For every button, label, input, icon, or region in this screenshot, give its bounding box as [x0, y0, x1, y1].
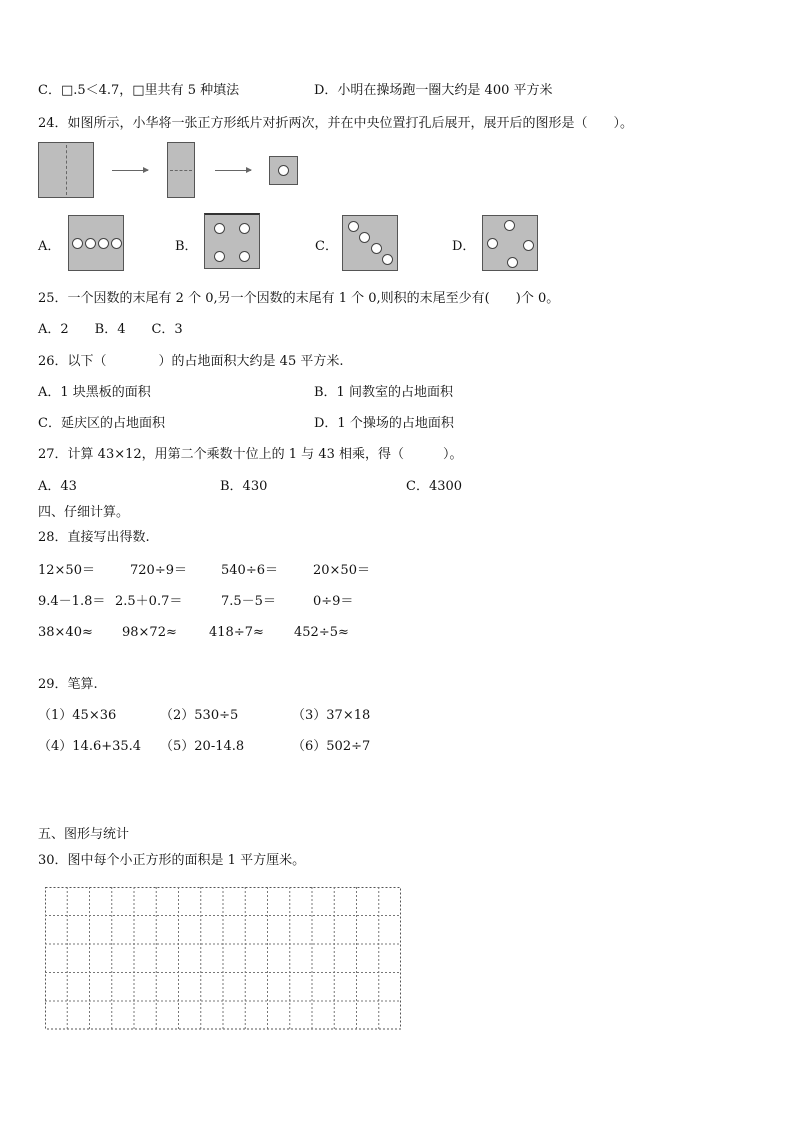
hole-icon — [523, 240, 534, 251]
q24-stem: 24．如图所示，小华将一张正方形纸片对折两次，并在中央位置打孔后展开，展开后的图形是（ ）。 — [38, 116, 634, 131]
q24-option-c-figure[interactable] — [342, 215, 398, 271]
section-5-heading: 五、图形与统计 — [38, 827, 130, 842]
hole-icon — [214, 223, 225, 234]
hole-icon — [278, 165, 289, 176]
arrow-icon — [215, 170, 251, 171]
hole-icon — [487, 238, 498, 249]
q28-item: 540÷6＝ — [221, 563, 278, 578]
hole-icon — [504, 220, 515, 231]
q29-item: （3）37×18 — [292, 708, 371, 723]
hole-icon — [214, 251, 225, 262]
hole-icon — [371, 243, 382, 254]
q29-item: （1）45×36 — [38, 708, 117, 723]
q28-item: 452÷5≈ — [294, 625, 349, 640]
q28-item: 9.4－1.8＝ — [38, 594, 106, 609]
q28-item: 7.5－5＝ — [221, 594, 276, 609]
q25-stem: 25．一个因数的末尾有 2 个 0,另一个因数的末尾有 1 个 0,则积的末尾至少有( )个 0。 — [38, 291, 560, 306]
q28-item: 12×50＝ — [38, 563, 95, 578]
q27-option-b: B．430 — [220, 479, 268, 494]
section-4-heading: 四、仔细计算。 — [38, 505, 130, 520]
hole-icon — [507, 257, 518, 268]
q25-options: A．2 B．4 C．3 — [38, 322, 183, 337]
hole-icon — [85, 238, 96, 249]
q24-option-d-figure[interactable] — [482, 215, 538, 271]
q26-stem: 26．以下（ ）的占地面积大约是 45 平方米. — [38, 354, 344, 369]
q28-stem: 28．直接写出得数. — [38, 530, 150, 545]
half-folded-paper — [167, 142, 195, 198]
q27-stem: 27．计算 43×12，用第二个乘数十位上的 1 与 43 相乘，得（ ）。 — [38, 447, 463, 462]
q27-option-a: A．43 — [38, 479, 77, 494]
fold-line — [66, 145, 67, 195]
arrow-icon — [112, 170, 148, 171]
q28-item: 98×72≈ — [122, 625, 177, 640]
q24-option-a-label: A． — [38, 239, 61, 254]
hole-icon — [348, 221, 359, 232]
hole-icon — [239, 223, 250, 234]
hole-icon — [359, 232, 370, 243]
q24-option-c-label: C． — [315, 239, 338, 254]
q26-option-b: B．1 间教室的占地面积 — [314, 385, 453, 400]
q28-item: 20×50＝ — [313, 563, 370, 578]
q24-option-b-label: B． — [175, 239, 198, 254]
hole-icon — [72, 238, 83, 249]
q29-item: （4）14.6+35.4 — [38, 739, 142, 754]
q28-item: 2.5＋0.7＝ — [115, 594, 183, 609]
q29-item: （5）20-14.8 — [160, 739, 245, 754]
q26-option-c: C．延庆区的占地面积 — [38, 416, 165, 431]
hole-icon — [111, 238, 122, 249]
fold-line — [170, 170, 192, 171]
q28-item: 38×40≈ — [38, 625, 93, 640]
full-square-paper — [38, 142, 94, 198]
q23-option-d: D．小明在操场跑一圈大约是 400 平方米 — [314, 83, 553, 98]
square-grid — [45, 887, 402, 1031]
hole-icon — [98, 238, 109, 249]
q23-option-c: C．□.5＜4.7，□里共有 5 种填法 — [38, 83, 240, 98]
q29-stem: 29．笔算. — [38, 677, 98, 692]
q28-item: 720÷9＝ — [130, 563, 187, 578]
q27-option-c: C．4300 — [406, 479, 463, 494]
q24-option-a-figure[interactable] — [68, 215, 124, 271]
q28-item: 418÷7≈ — [209, 625, 264, 640]
q28-item: 0÷9＝ — [313, 594, 354, 609]
q26-option-d: D．1 个操场的占地面积 — [314, 416, 454, 431]
quarter-folded-paper — [269, 156, 298, 185]
q24-option-b-figure[interactable] — [204, 213, 260, 269]
q29-item: （2）530÷5 — [160, 708, 239, 723]
q26-option-a: A．1 块黑板的面积 — [38, 385, 151, 400]
q24-option-d-label: D． — [452, 239, 476, 254]
q29-item: （6）502÷7 — [292, 739, 371, 754]
hole-icon — [239, 251, 250, 262]
hole-icon — [382, 254, 393, 265]
q30-stem: 30．图中每个小正方形的面积是 1 平方厘米。 — [38, 853, 306, 868]
